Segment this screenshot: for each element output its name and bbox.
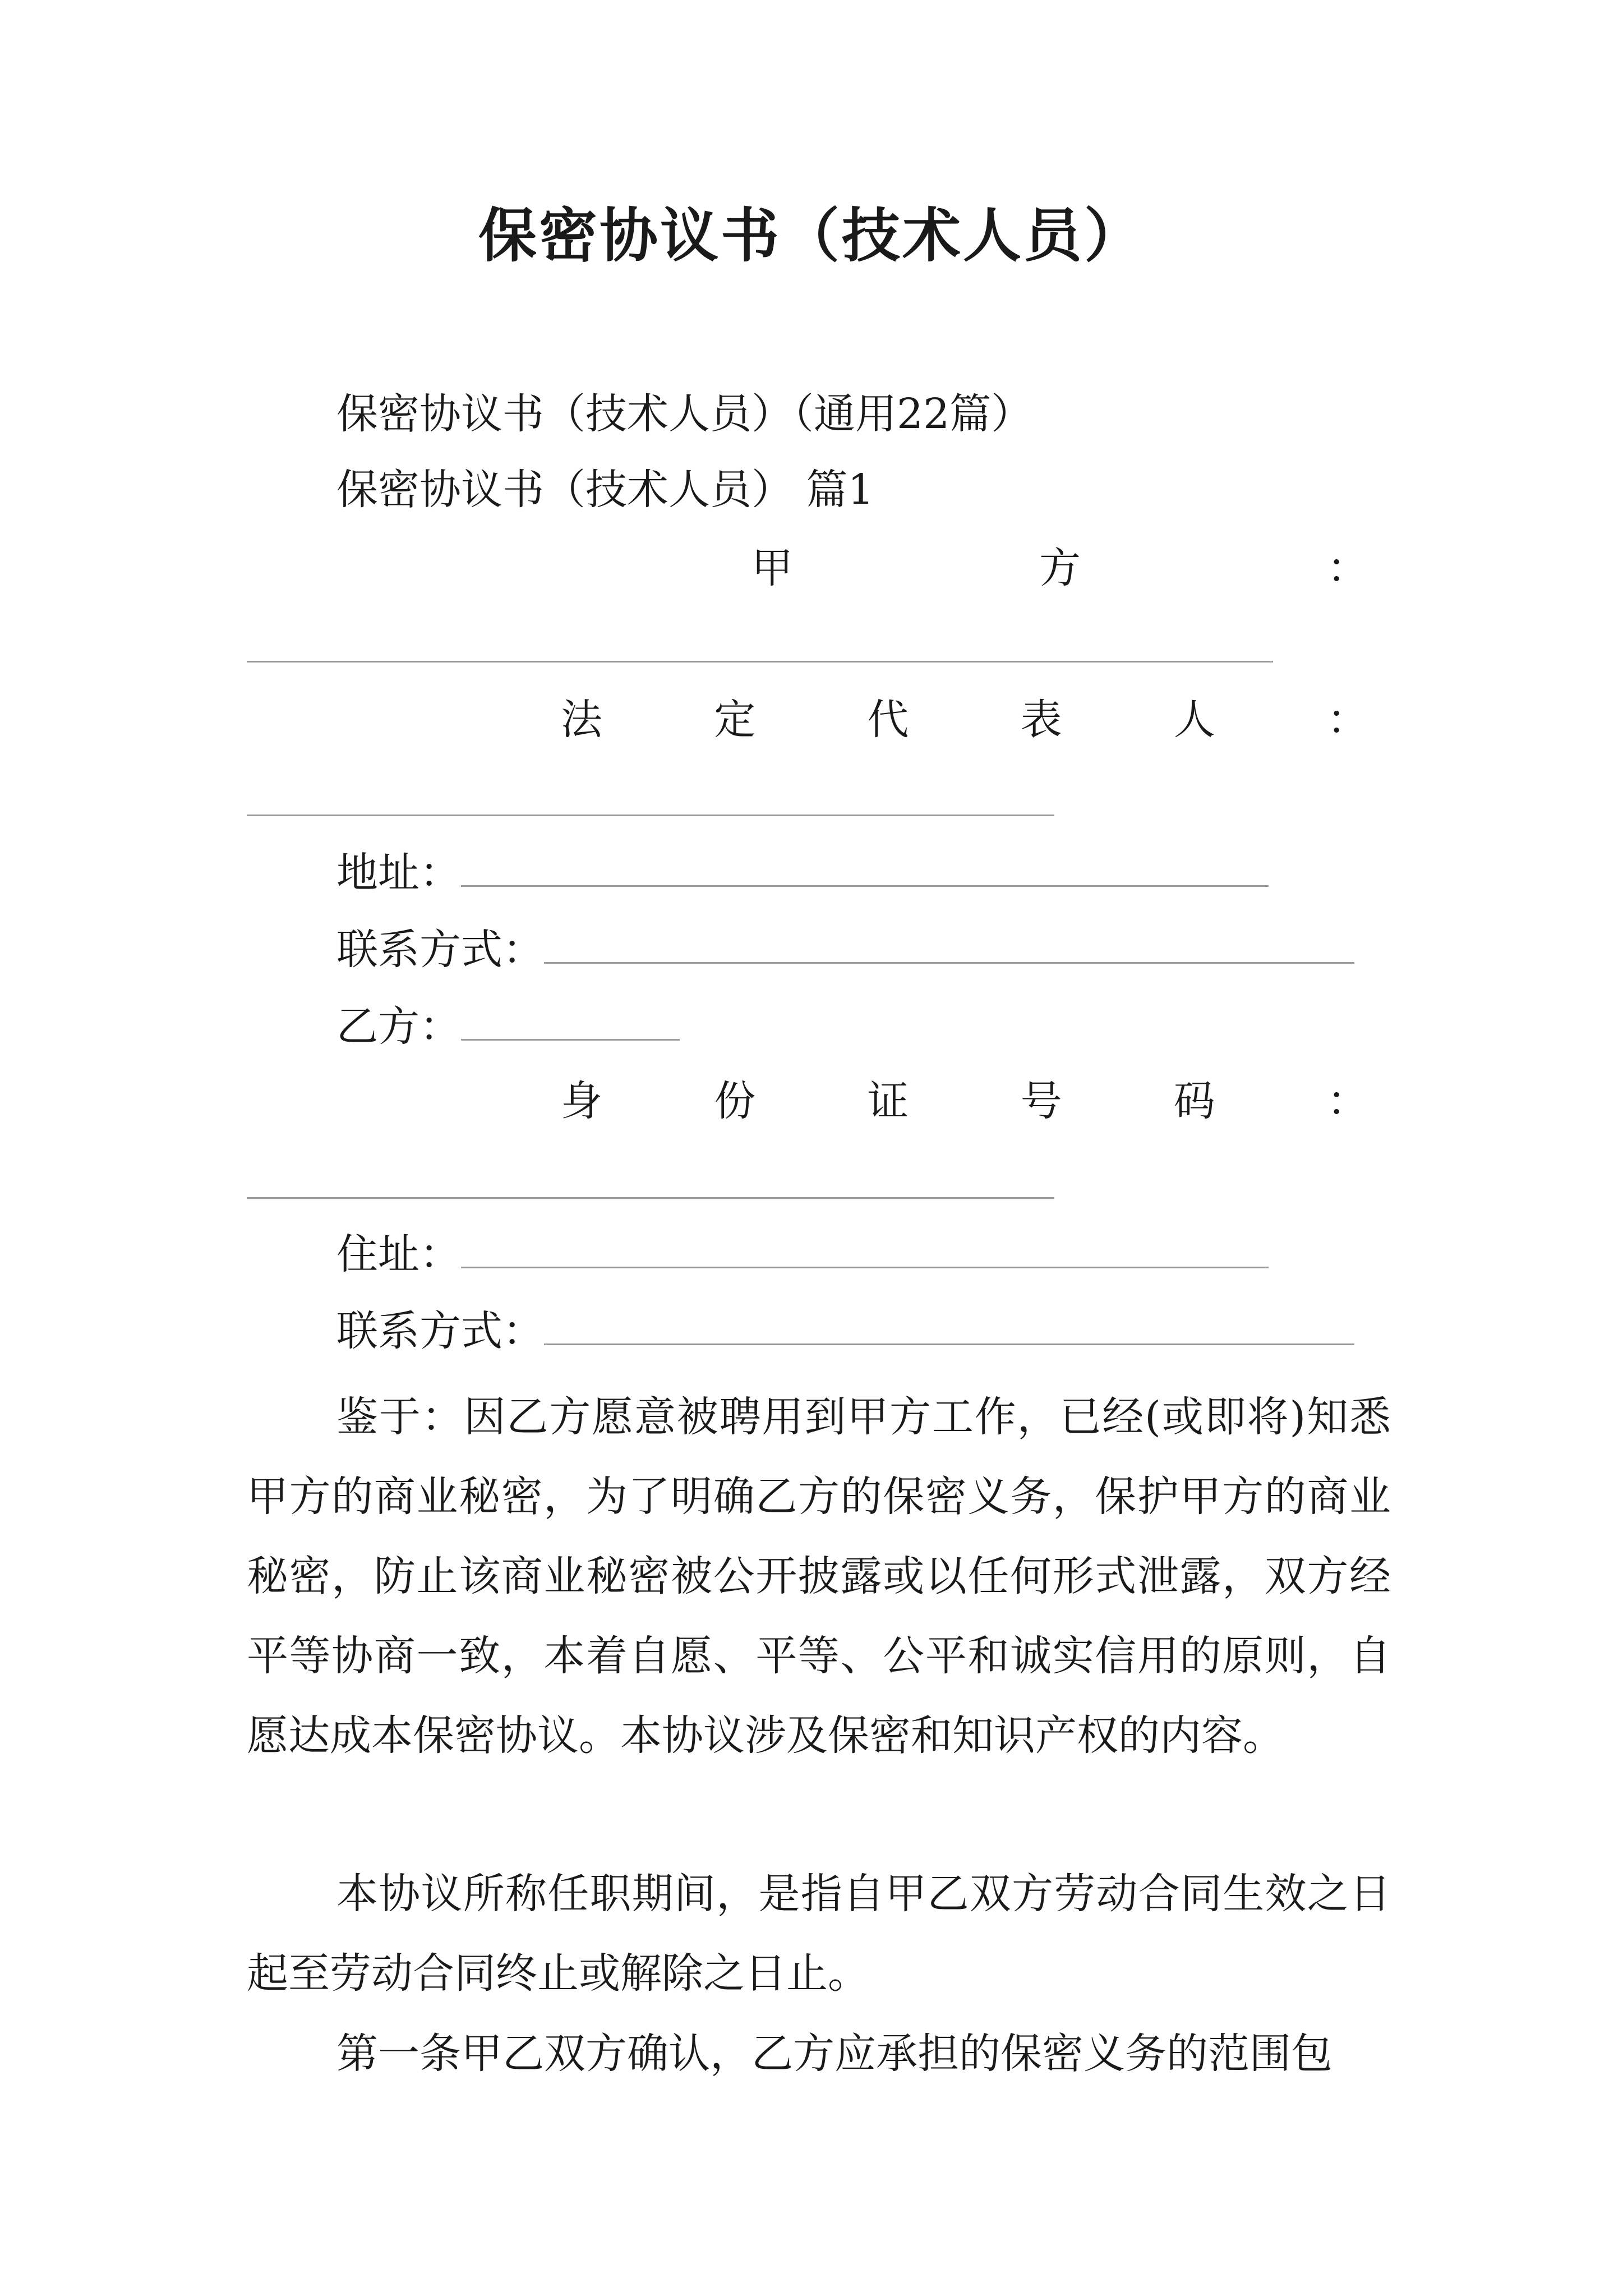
id-number-label [561,1074,1368,1128]
contact-b-row [336,1304,1354,1358]
id-number-char: ： [1326,1077,1368,1125]
party-a-blank[interactable] [247,661,1273,662]
legal-rep-char: 人 [1173,696,1215,744]
address-b-label: 住址： [336,1230,461,1278]
address-a-label: 地址： [336,849,461,897]
party-b-blank[interactable] [461,1005,680,1041]
contact-a-blank[interactable] [544,928,1354,964]
legal-rep-blank[interactable] [247,815,1054,816]
id-number-char: 身 [561,1077,602,1125]
contact-b-label: 联系方式： [336,1307,544,1355]
legal-rep-char: ： [1326,696,1368,744]
id-number-char: 证 [867,1077,909,1125]
id-number-blank[interactable] [247,1197,1054,1199]
paragraph-term-definition: 本协议所称任职期间，是指自甲乙双方劳动合同生效之日起至劳动合同终止或解除之日止。 [247,1870,1391,1998]
contact-a-row [336,923,1354,977]
legal-rep-char: 定 [714,696,756,744]
address-a-row [336,846,1269,900]
section-heading: 保密协议书（技术人员） 篇1 [336,466,874,514]
legal-rep-char: 表 [1020,696,1062,744]
address-a-blank[interactable] [461,852,1269,887]
party-a-char: 方 [1039,544,1081,592]
contact-a-label: 联系方式： [336,926,544,974]
address-b-blank[interactable] [461,1233,1269,1268]
address-b-row [336,1227,1269,1281]
contact-b-blank[interactable] [544,1310,1354,1345]
party-a-char: ： [1327,544,1368,592]
party-a-label [751,541,1368,595]
paragraph-recitals: 鉴于：因乙方愿意被聘用到甲方工作，已经(或即将)知悉甲方的商业秘密，为了明确乙方的保密义务，保护甲方的商业秘密，防止该商业秘密被公开披露或以任何形式泄露，双方经平等协商一致，本着自愿、平等、公平和诚实信用的原则，自愿达成本保密协议。本协议涉及保密和知识产权的内容。 [247,1393,1391,1760]
paragraph-article-1: 第一条甲乙双方确认，乙方应承担的保密义务的范围包 [336,2030,1332,2078]
party-b-row [336,1000,680,1053]
party-b-label: 乙方： [336,1002,461,1051]
document-subtitle: 保密协议书（技术人员）（通用22篇） [336,390,1033,438]
legal-rep-char: 代 [867,696,909,744]
id-number-char: 份 [714,1077,756,1125]
legal-rep-label [561,693,1368,747]
document-title: 保密协议书（技术人员） [478,201,1145,270]
id-number-char: 号 [1020,1077,1062,1125]
id-number-char: 码 [1173,1077,1215,1125]
party-a-char: 甲 [751,544,793,592]
legal-rep-char: 法 [561,696,602,744]
